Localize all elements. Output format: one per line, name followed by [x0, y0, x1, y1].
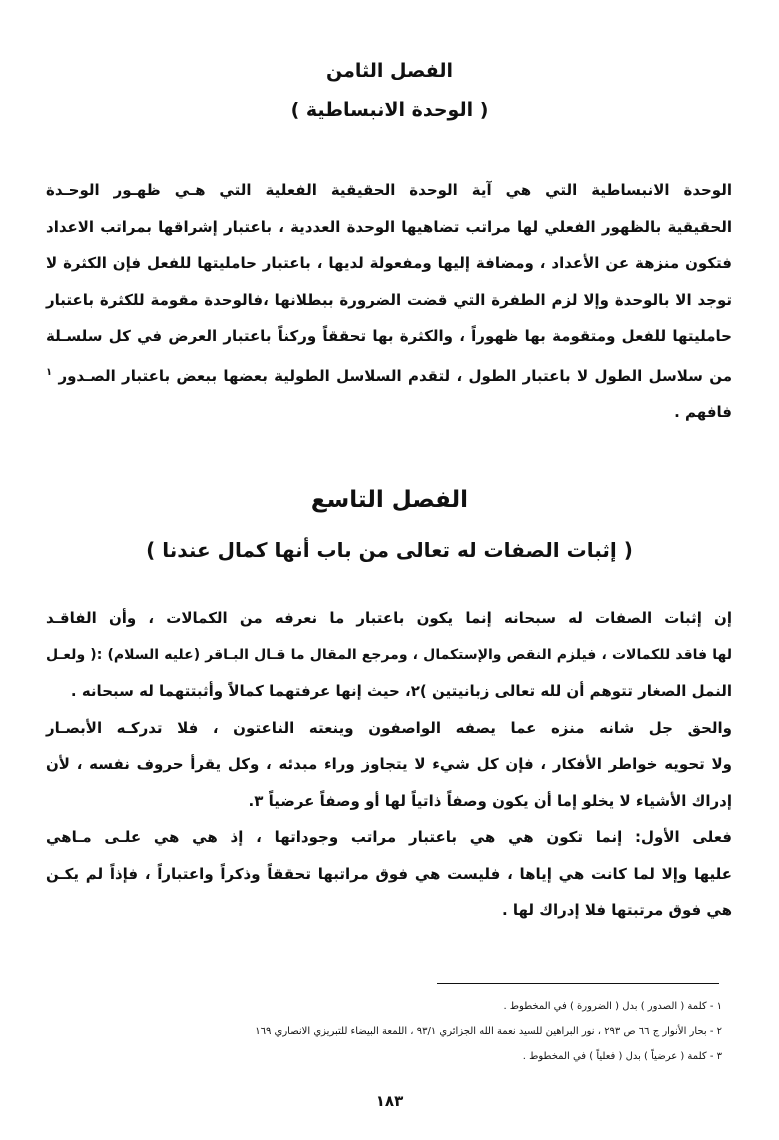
footnote: ١ - كلمة ( الصدور ) بدل ( الضرورة ) في المخطوط . [503, 1001, 722, 1012]
text-line: الحقيقية بالظهور الفعلي لها مراتب تضاهيها الوحدة العددية ، باعتبار إشراقها بمراتب الاعداد [46, 217, 732, 236]
footnote-ref: ١ [46, 366, 53, 378]
text-line-with-footnote-ref [46, 355, 732, 395]
text-line: فعلى الأول: إنما تكون هي هي باعتبار مراتب وجوداتها ، إذ هي هي علـى مـاهي [46, 828, 732, 846]
text-line: لها فاقد للكمالات ، فيلزم النقص والإستكمال ، ومرجع المقال ما قـال البـاقر (عليه السلام) :( ولعـل [46, 646, 732, 663]
text-line: النمل الصغار تتوهم أن لله تعالى زبانيتين )٢، حيث إنها عرفتهما كمالاً وأثبتتهما له سبحانه . [70, 682, 732, 700]
text-line: والحق جل شانه منزه عما يصفه الواصفون وينعته الناعتون ، فلا تدركـه الأبصـار [46, 718, 732, 737]
text-line: إدراك الأشياء لا يخلو إما أن يكون وصفاً ذاتياً لها أو وصفاً عرضياً ٣. [248, 791, 732, 810]
text-line: هي فوق مرتبتها فلا إدراك لها . [501, 901, 732, 919]
text-line: ولا تحويه خواطر الأفكار ، فإن كل شيء لا يتجاوز وراء مبدئه ، وكل يقرأ حروف نفسه ، لأن [46, 755, 732, 773]
chapter-8-title: الفصل الثامن [325, 60, 454, 82]
chapter-9-paragraph [46, 600, 732, 929]
text-line: حامليتها للفعل ومتقومة بها ظهوراً ، والكثرة بها تحققاً وركناً باعتبار العرض في كل سلسـلة [46, 327, 732, 345]
chapter-8-paragraph [46, 172, 732, 431]
text-line: إن إثبات الصفات له سبحانه إنما يكون باعتبار ما نعرفه من الكمالات ، وأن الفاقـد [46, 609, 732, 627]
chapter-8-subtitle: ( الوحدة الانبساطية ) [290, 99, 489, 121]
footnote-separator [437, 983, 719, 984]
footnote: ٣ - كلمة ( عرضياً ) بدل ( فعلياً ) في المخطوط . [522, 1051, 722, 1062]
footnote: ٢ - بحار الأنوار ج ٦٦ ص ٢٩٣ ، نور البراهين للسيد نعمة الله الجزائري ٩٣/١ ، اللمعة البيضاء للتبريزي الانصاري ١٦٩ [255, 1026, 722, 1037]
text-line: الوحدة الانبساطية التي هي آية الوحدة الحقيقية الفعلية التي هـي ظهـور الوحـدة [46, 181, 732, 199]
footnotes [162, 994, 722, 1069]
text-line: فافهم . [674, 403, 732, 421]
page-number: ١٨٣ [375, 1092, 404, 1110]
chapter-9-subtitle: ( إثبات الصفات له تعالى من باب أنها كمال عندنا ) [146, 538, 633, 562]
text-line: عليها وإلا لما كانت هي إياها ، فليست هي فوق مراتبها تحققاً وذكراً واعتباراً ، فإذاً لم يكـن [46, 864, 732, 883]
chapter-9-title: الفصل التاسع [310, 487, 469, 513]
text-line: فتكون منزهة عن الأعداد ، ومضافة إليها ومفعولة لديها ، باعتبار حامليتها للفعل فإن الكثرة لا [46, 254, 732, 272]
text-line: توجد الا بالوحدة وإلا لزم الطفرة التي قضت الضرورة ببطلانها ،فالوحدة مقومة للكثرة باعتبار [46, 290, 732, 309]
text-line: من سلاسل الطول لا باعتبار الطول ، لتقدم السلاسل الطولية بعضها ببعض باعتبار الصـدور [58, 366, 732, 385]
